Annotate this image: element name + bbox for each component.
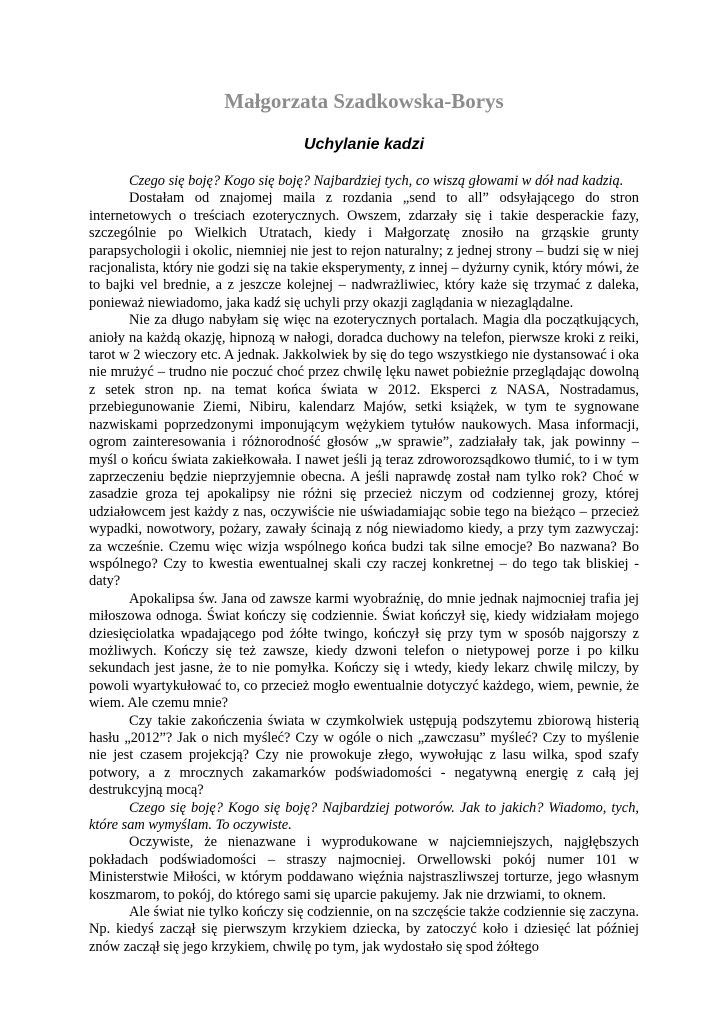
paragraph: Czego się boję? Kogo się boję? Najbardziej potworów. Jak to jakich? Wiadomo, tych, które sam wymyślam. To oczywiste. [89,799,639,834]
essay-body [89,173,639,956]
paragraph: Czy takie zakończenia świata w czymkolwiek ustępują podszytemu zbiorową histerią hasłu „2012”? Jak o nich myśleć? Czy w ogóle o nich „zawczasu” myśleć? Czy to myślenie nie jest czasem projekcją? Czy nie prowokuje złego, wywołując z lasu wilka, spod szafy potwory, a z mrocznych zakamarków podświadomości - negatywną energię z całą jej destrukcyjną mocą? [89,712,639,799]
essay-title: Uchylanie kadzi [303,136,425,153]
paragraph: Czego się boję? Kogo się boję? Najbardziej tych, co wiszą głowami w dół nad kadzią. [129,173,624,189]
document-page [89,86,639,956]
paragraph: Ale świat nie tylko kończy się codziennie, on na szczęście także codziennie się zaczyna. Np. kiedyś zaczął się pierwszym krzykiem dziecka, by zatoczyć koło i dziesięć lat później znów zaczął się jego krzykiem, chwilę po tym, jak wydostało się spod żółtego [89,904,639,955]
author-name: Małgorzata Szadkowska-Borys [224,89,504,113]
paragraph: Oczywiste, że nienazwane i wyprodukowane w najciemniejszych, najgłębszych pokładach podświadomości – straszy najmocniej. Orwellowski pokój numer 101 w Ministerstwie Miłości, w którym poddawano więźnia najstraszliwszej torturze, jego własnym koszmarom, to pokój, do którego sami się uparcie pakujemy. Jak nie drzwiami, to oknem. [89,834,639,903]
paragraph: Dostałam od znajomej maila z rozdania „send to all” odsyłającego do stron internetowych o treściach ezoterycznych. Owszem, zdarzały się i takie desperackie fazy, szczególnie po Wielkich Utratach, kiedy i Małgorzatę znosiło na grząskie grunty parapsychologii i okolic, niemniej nie jest to rejon naturalny; z jednej strony – budzi się w niej racjonalista, który nie godzi się na takie eksperymenty, z innej – dyżurny cynik, który mówi, że to bajki vel brednie, a z jeszcze kolejnej – nadwrażliwiec, który każe się trzymać z daleka, ponieważ niewiadomo, jaka kadź się uchyli przy okazji zaglądania w niezaglądalne. [89,190,639,311]
paragraph: Nie za długo nabyłam się więc na ezoterycznych portalach. Magia dla początkujących, anioły na każdą okazję, hipnozą w nałogi, doradca duchowy na telefon, pierwsze kroki z reiki, tarot w 2 wieczory etc. A jednak. Jakkolwiek by się do tego wszystkiego nie dystansować i oka nie mrużyć – trudno nie poczuć choć przez chwilę lęku nawet pobieżnie przeglądając dowolną z setek stron np. na temat końca świata w 2012. Eksperci z NASA, Nostradamus, przebiegunowanie Ziemi, Nibiru, kalendarz Majów, setki książek, w tym te sygnowane nazwiskami poprzedzonymi imponującym wężykiem tytułów naukowych. Masa informacji, ogrom zainteresowania i różnorodność głosów „w sprawie”, zadziałały tak, jak powinny – myśl o końcu świata zakiełkowała. I nawet jeśli ją teraz zdroworozsądkowo tłumić, to i w tym zaprzeczeniu będzie nieprzyjemnie obecna. A jeśli naprawdę został nam tylko rok? Choć w zasadzie groza tej apokalipsy nie różni się przecież niczym od codziennej grozy, której udziałowcem jest każdy z nas, oczywiście nie uświadamiając sobie tego na bieżąco – przecież wypadki, nowotwory, pożary, zawały ścinają z nóg niewiadomo kiedy, a przy tym zazwyczaj: za wcześnie. Czemu więc wizja wspólnego końca budzi tak silne emocje? Bo nazwana? Bo wspólnego? Czy to kwestia ewentualnej skali czy raczej konkretnej – do tego tak bliskiej - daty? [89,312,639,590]
paragraph: Apokalipsa św. Jana od zawsze karmi wyobraźnię, do mnie jednak najmocniej trafia jej miłoszowa odnoga. Świat kończy się codziennie. Świat kończył się, kiedy widziałam mojego dziesięciolatka wpadającego pod żółte twingo, kończył się przy tym w sposób najgorszy z możliwych. Kończy się też zawsze, kiedy dzwoni telefon o nietypowej porze i po kilku sekundach jest jasne, że to nie pomyłka. Kończy się i wtedy, kiedy lekarz chwilę milczy, by powoli wyartykułować to, co przecież mogło ewentualnie dotyczyć każdego, wiem, pewnie, że wiem. Ale czemu mnie? [89,590,639,712]
